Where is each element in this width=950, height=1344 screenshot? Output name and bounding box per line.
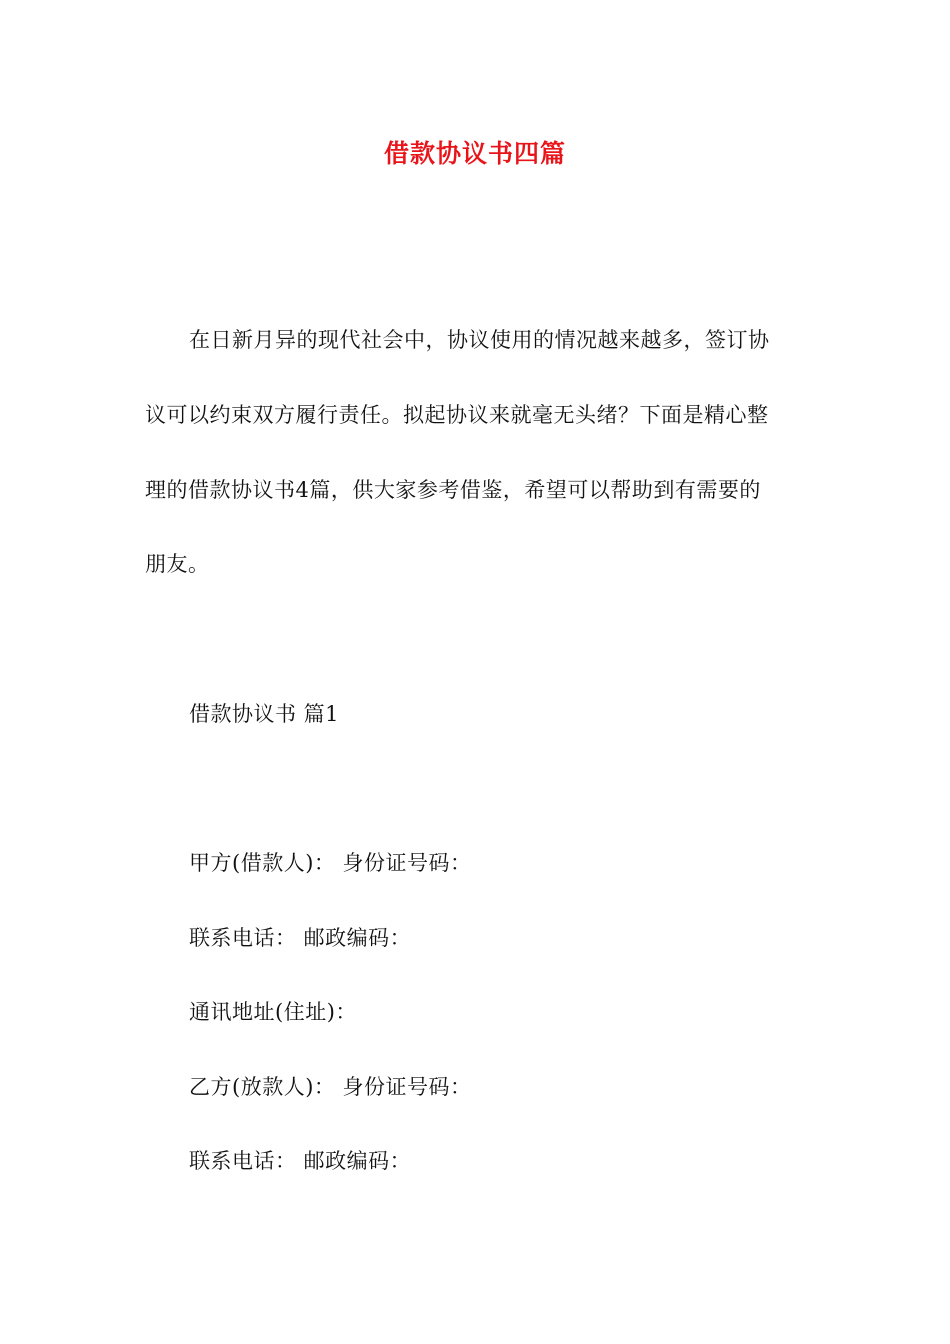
field-line-5: 联系电话： 邮政编码： bbox=[189, 1149, 412, 1173]
section-heading: 借款协议书 篇1 bbox=[189, 702, 340, 726]
document-title: 借款协议书四篇 bbox=[383, 139, 566, 168]
intro-line-3: 理的借款协议书4篇，供大家参考借鉴，希望可以帮助到有需要的 bbox=[145, 478, 761, 502]
field-line-1: 甲方(借款人)： 身份证号码： bbox=[189, 851, 472, 875]
intro-line-2: 议可以约束双方履行责任。拟起协议来就毫无头绪？下面是精心整 bbox=[145, 403, 769, 427]
field-line-4: 乙方(放款人)： 身份证号码： bbox=[189, 1075, 472, 1099]
intro-line-1: 在日新月异的现代社会中，协议使用的情况越来越多，签订协 bbox=[189, 328, 770, 352]
field-line-3: 通讯地址(住址)： bbox=[189, 1000, 357, 1024]
intro-line-4: 朋友。 bbox=[145, 552, 210, 576]
field-line-2: 联系电话： 邮政编码： bbox=[189, 926, 412, 950]
